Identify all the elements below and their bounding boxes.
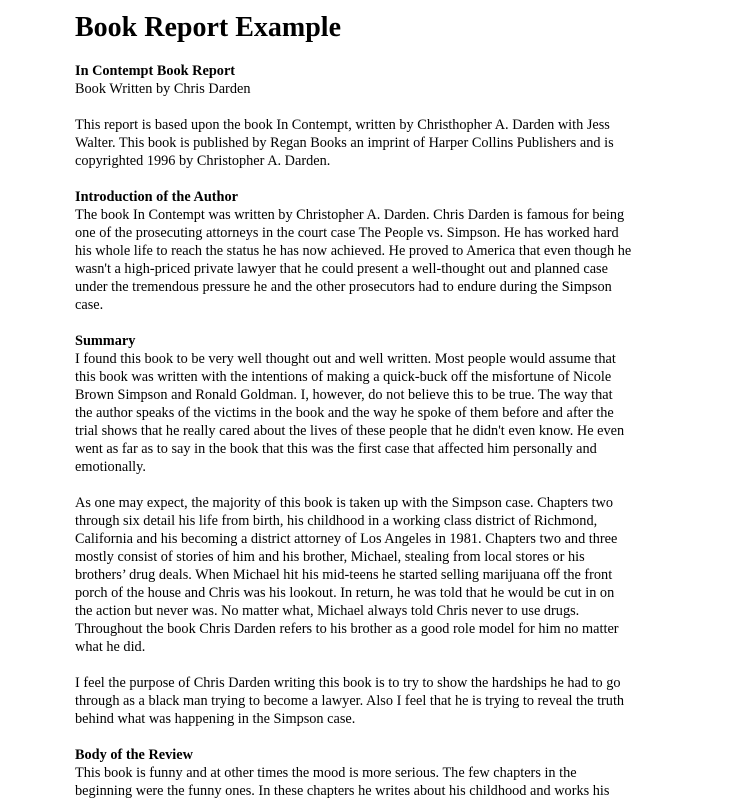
paragraph-line: mostly consist of stories of him and his brother, Michael, stealing from local stores or his (75, 549, 585, 565)
paragraph-line: I found this book to be very well thought out and well written. Most people would assume that (75, 351, 616, 367)
paragraph-line: beginning were the funny ones. In these chapters he writes about his childhood and works his (75, 783, 610, 799)
spacer (75, 728, 730, 746)
paragraph-line: As one may expect, the majority of this book is taken up with the Simpson case. Chapters two (75, 495, 614, 511)
paragraph-line: This book is funny and at other times the mood is more serious. The few chapters in the (75, 765, 577, 781)
purpose-paragraph (75, 674, 730, 728)
simpson-paragraph (75, 494, 730, 656)
paragraph-line: through as a black man trying to become a lawyer. Also I feel that he is trying to reveal the truth (75, 693, 625, 709)
paragraph-line: one of the prosecuting attorneys in the court case The People vs. Simpson. He has worked hard (75, 225, 619, 241)
paragraph-line: wasn't a high-priced private lawyer that he could present a well-thought out and planned case (75, 261, 608, 277)
paragraph-line: Brown Simpson and Ronald Goldman. I, however, do not believe this to be true. The way that (75, 387, 613, 403)
paragraph-line: this book was written with the intentions of making a quick-buck off the misfortune of Nicole (75, 369, 612, 385)
paragraph-line: case. (75, 297, 104, 313)
paragraph-line: trial shows that he really cared about the lives of these people that he didn't even know. He even (75, 423, 625, 439)
page-title: Book Report Example (75, 12, 341, 43)
report-header (75, 62, 730, 98)
summary-section (75, 332, 730, 476)
paragraph-line: the author speaks of the victims in the book and the way he spoke of them before and after the (75, 405, 614, 421)
section-heading: Body of the Review (75, 747, 193, 763)
paragraph-line: his whole life to reach the status he has now achieved. He proved to America that even though he (75, 243, 632, 259)
spacer (75, 314, 730, 332)
paragraph-line: what he did. (75, 639, 146, 655)
paragraph-line: brothers’ drug deals. When Michael hit his mid-teens he started selling marijuana off the front (75, 567, 613, 583)
paragraph-line: This report is based upon the book In Contempt, written by Christhopher A. Darden with Jess (75, 117, 610, 133)
paragraph-line: through six detail his life from birth, his childhood in a working class district of Richmond, (75, 513, 598, 529)
paragraph-line: The book In Contempt was written by Christopher A. Darden. Chris Darden is famous for being (75, 207, 625, 223)
paragraph-line: behind what was happening in the Simpson case. (75, 711, 356, 727)
paragraph-line: under the tremendous pressure he and the other prosecutors had to endure during the Simpson (75, 279, 612, 295)
spacer (75, 48, 730, 62)
paragraph-line: the action but never was. No matter what, Michael always told Chris never to use drugs. (75, 603, 580, 619)
report-heading: In Contempt Book Report (75, 63, 236, 79)
intro-paragraph (75, 116, 730, 170)
report-subtitle: Book Written by Chris Darden (75, 81, 251, 97)
paragraph-line: copyrighted 1996 by Christopher A. Darden. (75, 153, 331, 169)
section-heading: Summary (75, 333, 136, 349)
paragraph-line: California and his becoming a district attorney of Los Angeles in 1981. Chapters two and three (75, 531, 618, 547)
paragraph-line: Throughout the book Chris Darden refers to his brother as a good role model for him no matter (75, 621, 619, 637)
review-section (75, 746, 730, 800)
paragraph-line: Walter. This book is published by Regan Books an imprint of Harper Collins Publishers and is (75, 135, 614, 151)
document-page (75, 8, 730, 800)
paragraph-line: porch of the house and Chris was his lookout. In return, he was told that he would be cut in on (75, 585, 615, 601)
spacer (75, 170, 730, 188)
paragraph-line: I feel the purpose of Chris Darden writing this book is to try to show the hardships he had to go (75, 675, 621, 691)
paragraph-line: went as far as to say in the book that this was the first case that affected him personally and (75, 441, 597, 457)
spacer (75, 656, 730, 674)
author-section (75, 188, 730, 314)
paragraph-line: emotionally. (75, 459, 146, 475)
spacer (75, 98, 730, 116)
spacer (75, 476, 730, 494)
section-heading: Introduction of the Author (75, 189, 238, 205)
